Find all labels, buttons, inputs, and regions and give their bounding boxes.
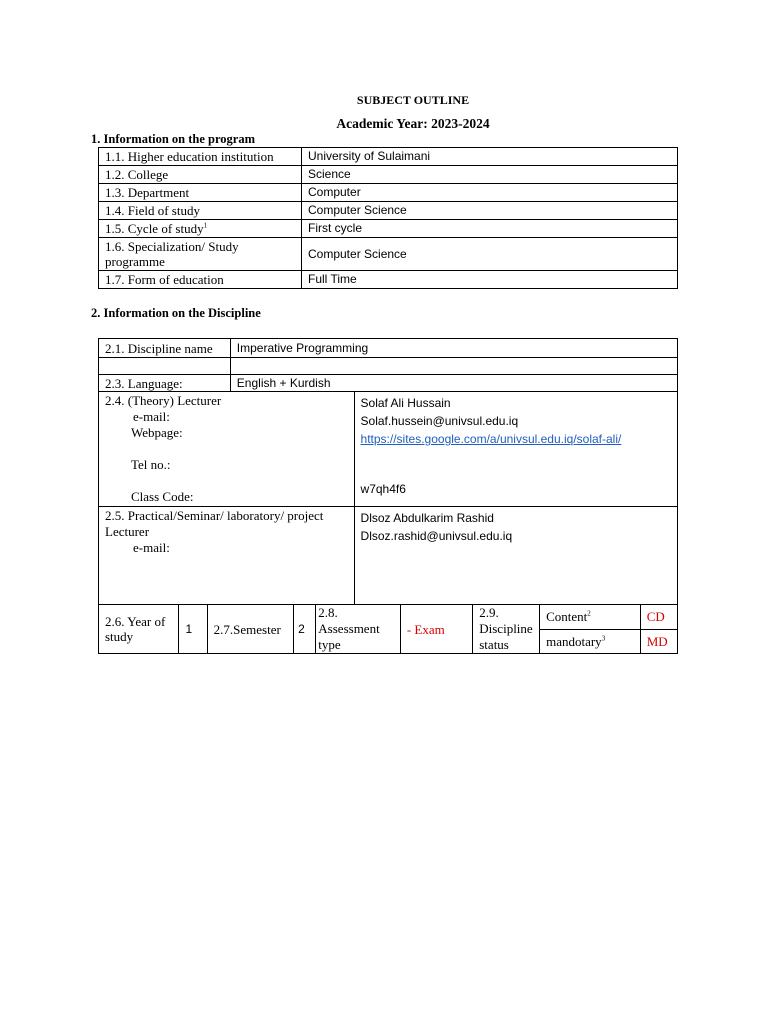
row-value: University of Sulaimani <box>302 148 678 166</box>
table-row <box>99 184 678 202</box>
table-row <box>99 605 678 630</box>
practical-lecturer-values <box>354 507 677 605</box>
practical-lecturer-label: 2.5. Practical/Seminar/ laboratory/ project Lecturer <box>105 508 324 539</box>
webpage-label: Webpage: <box>131 425 183 440</box>
table-row <box>99 358 678 375</box>
document-title: SUBJECT OUTLINE <box>356 93 470 107</box>
practical-lecturer-labels <box>99 507 355 605</box>
row-label: 1.5. Cycle of study$^1$ <box>99 220 302 238</box>
table-row <box>99 166 678 184</box>
class-code-value: w7qh4f6 <box>360 482 406 496</box>
footnote-mark: 2 <box>587 609 591 618</box>
table-row <box>99 392 678 507</box>
program-info-table <box>98 147 678 289</box>
content-label: Content$^2$ <box>540 605 641 630</box>
table-row <box>99 238 678 271</box>
year-label: 2.6. Year of study <box>99 605 179 654</box>
row-value: Full Time <box>302 271 678 289</box>
practical-lecturer-email: Dlsoz.rashid@univsul.edu.iq <box>360 529 513 543</box>
row-value: First cycle <box>302 220 678 238</box>
row-value: Computer Science <box>302 238 678 271</box>
discipline-value: Imperative Programming <box>230 339 677 358</box>
row-label: 1.3. Department <box>99 184 302 202</box>
content-value: CD <box>640 605 677 630</box>
row-value: Computer <box>302 184 678 202</box>
row-label: 1.4. Field of study <box>99 202 302 220</box>
empty-cell <box>99 358 231 375</box>
section2-heading: 2. Information on the Discipline <box>91 306 261 320</box>
assessment-label: 2.8. Assessment type <box>316 605 401 654</box>
table-row <box>99 375 678 392</box>
lecturer-webpage-link[interactable]: https://sites.google.com/a/univsul.edu.iq/solaf-ali/ <box>360 432 622 446</box>
row-label: 1.2. College <box>99 166 302 184</box>
practical-lecturer-name: Dlsoz Abdulkarim Rashid <box>360 511 494 525</box>
row-value: Science <box>302 166 678 184</box>
class-code-label: Class Code: <box>131 489 194 504</box>
year-value: 1 <box>179 605 207 654</box>
table-row <box>99 507 678 605</box>
mandatory-value: MD <box>640 629 677 654</box>
section1-heading: 1. Information on the program <box>91 132 256 146</box>
lecturer-email: Solaf.hussein@univsul.edu.iq <box>360 414 519 428</box>
language-value: English + Kurdish <box>230 375 677 392</box>
email-label: e-mail: <box>133 409 170 424</box>
row-label: 1.1. Higher education institution <box>99 148 302 166</box>
table-row <box>99 202 678 220</box>
theory-lecturer-label: 2.4. (Theory) Lecturer <box>105 393 222 408</box>
table-row <box>99 148 678 166</box>
row-label: 1.7. Form of education <box>99 271 302 289</box>
table-row <box>99 339 678 358</box>
row-value: Computer Science <box>302 202 678 220</box>
discipline-info-table <box>98 338 678 654</box>
assessment-value: - Exam <box>400 605 472 654</box>
language-label: 2.3. Language: <box>99 375 231 392</box>
email-label: e-mail: <box>133 540 170 555</box>
status-label: 2.9. Discipline status <box>473 605 540 654</box>
semester-label: 2.7.Semester <box>207 605 294 654</box>
semester-value: 2 <box>294 605 316 654</box>
empty-cell <box>230 358 677 375</box>
theory-lecturer-values <box>354 392 677 507</box>
footnote-mark: 1 <box>203 221 208 230</box>
theory-lecturer-labels <box>99 392 355 507</box>
lecturer-name: Solaf Ali Hussain <box>360 396 451 410</box>
footnote-mark: 3 <box>601 634 606 643</box>
table-row <box>99 220 678 238</box>
discipline-label: 2.1. Discipline name <box>99 339 231 358</box>
row-label: 1.6. Specialization/ Study programme <box>99 238 302 271</box>
table-row <box>99 271 678 289</box>
mandatory-label: mandotary$^3$ <box>540 629 641 654</box>
tel-label: Tel no.: <box>131 457 171 472</box>
academic-year: Academic Year: 2023-2024 <box>336 116 490 131</box>
